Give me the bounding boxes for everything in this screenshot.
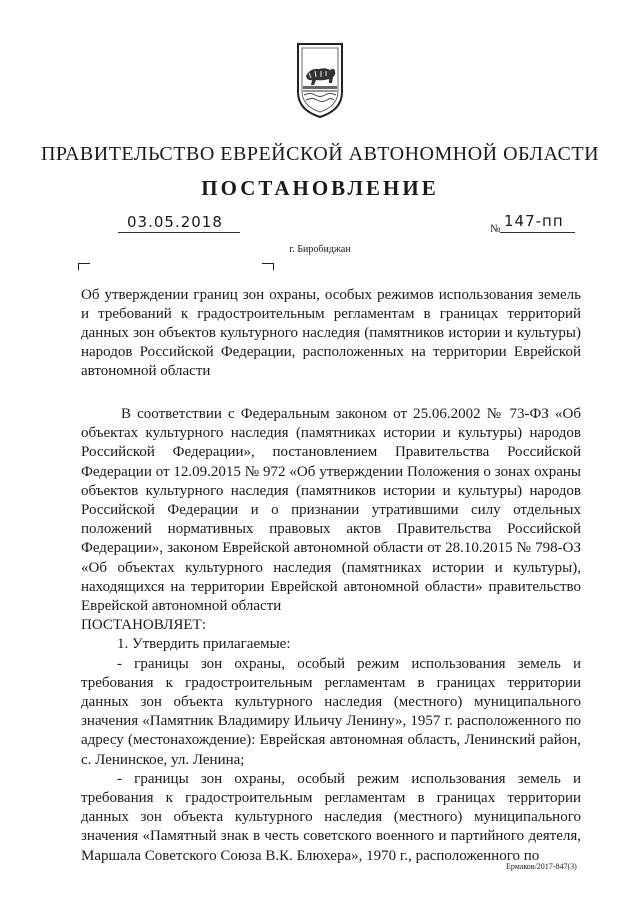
- document-number: 147-пп: [504, 212, 564, 230]
- city-label: г. Биробиджан: [289, 244, 351, 255]
- number-underline: [500, 232, 575, 233]
- document-body: [81, 405, 581, 866]
- subject-bracket-right: [262, 263, 274, 270]
- document-subject: Об утверждении границ зон охраны, особых режимов использования земель и требований к градостроительным регламентам в границах территорий данных зон объектов культурного наследия (памятников истории и культуры) народов Российской Федерации, расположенных на территории Еврейской автономной области: [81, 287, 581, 379]
- list-item: 1. Утвердить прилагаемые:: [117, 636, 291, 653]
- document-date: 03.05.2018: [127, 213, 223, 231]
- number-label: №: [490, 223, 501, 235]
- list-item: - границы зон охраны, особый режим использования земель и требования к градостроительным регламентам в границах территории данных зон объекта культурного наследия (местного) муниципального значения «Памятный знак в честь советского военного и партийного деятеля, Маршала Советского Союза В.К. Блюхера», 1970 г., расположенного по: [81, 770, 581, 864]
- preamble-paragraph: В соответствии с Федеральным законом от 25.06.2002 № 73-ФЗ «Об объектах культурного наследия (памятниках истории и культуры) народов Российской Федерации», постановлением Правительства Российской Федерации от 12.09.2015 № 972 «Об утверждении Положения о зонах охраны объектов культурного наследия (памятников истории и культуры) народов Российской Федерации и о признании утратившими силу отдельных положений нормативных правовых актов Правительства Российской Федерации», законом Еврейской автономной области от 28.10.2015 № 798-ОЗ «Об объектах культурного наследия (памятниках истории и культуры), находящихся на территории Еврейской автономной области» правительство Еврейской автономной области: [81, 406, 581, 615]
- government-name: ПРАВИТЕЛЬСТВО ЕВРЕЙСКОЙ АВТОНОМНОЙ ОБЛАСТИ: [40, 143, 600, 165]
- footer-reference: Ермаков/2017-847(3): [506, 862, 577, 871]
- list-item: - границы зон охраны, особый режим использования земель и требования к градостроительным регламентам в границах территории данных зон объекта культурного наследия (местного) муниципального значения «Памятник Владимиру Ильичу Ленину», 1957 г. расположенного по адресу (местонахождение): Еврейская автономная область, Ленинский район, с. Ленинское, ул. Ленина;: [81, 655, 581, 768]
- document-title: ПОСТАНОВЛЕНИЕ: [201, 176, 439, 200]
- subject-bracket-left: [78, 263, 90, 270]
- date-underline: [118, 232, 240, 233]
- resolves-label: ПОСТАНОВЛЯЕТ:: [81, 617, 206, 634]
- coat-of-arms-emblem: [295, 40, 345, 120]
